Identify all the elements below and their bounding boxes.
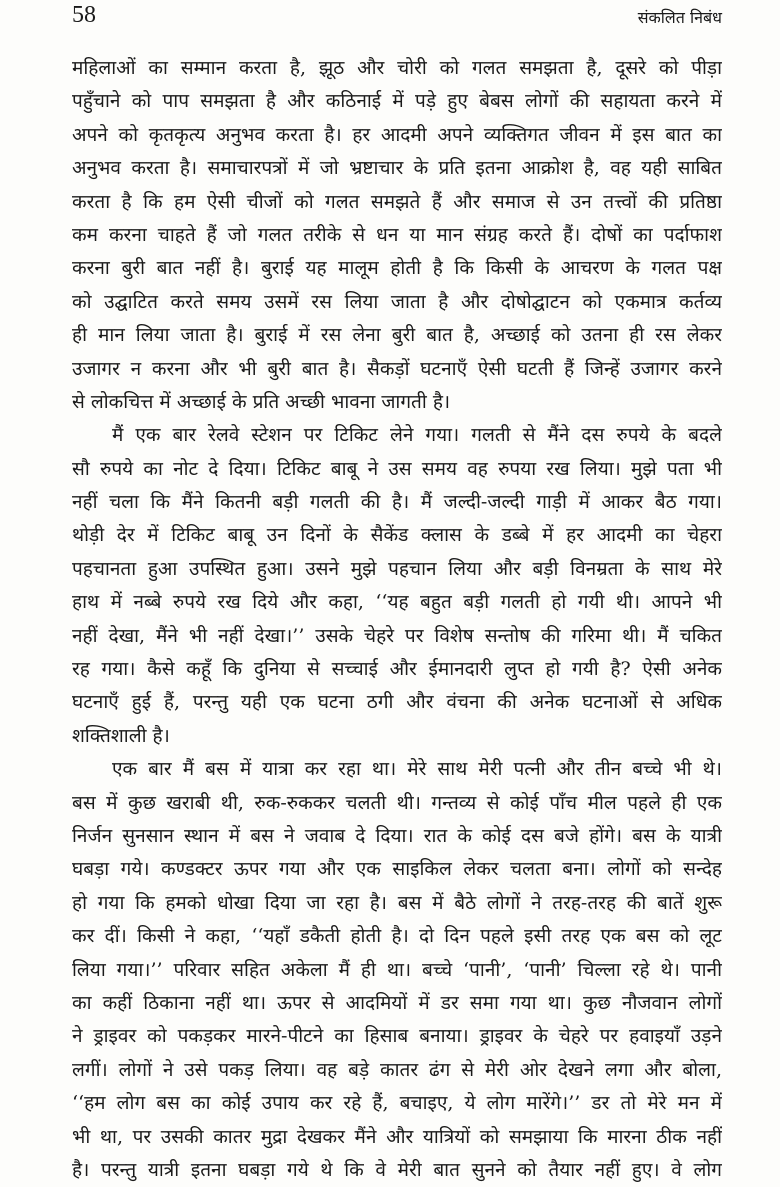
- text-line: नहीं चला कि मैंने कितनी बड़ी गलती की है। मैं जल्दी-जल्दी गाड़ी में आकर बैठ गया।: [72, 491, 722, 514]
- text-line: मैं एक बार रेलवे स्टेशन पर टिकिट लेने गया। गलती से मैंने दस रुपये के बदले: [112, 424, 722, 447]
- text-line: निर्जन सुनसान स्थान में बस ने जवाब दे दिया। रात के कोई दस बजे होंगे। बस के यात्री: [72, 824, 722, 847]
- text-line: करना बुरी बात नहीं है। बुराई यह मालूम होती है कि किसी के आचरण के गलत पक्ष: [72, 257, 722, 280]
- text-line: बस में कुछ खराबी थी, रुक-रुककर चलती थी। गन्तव्य से कोई पाँच मील पहले ही एक: [72, 791, 722, 814]
- text-line: से लोकचित्त में अच्छाई के प्रति अच्छी भावना जागती है।: [72, 390, 451, 413]
- text-line: अनुभव करता है। समाचारपत्रों में जो भ्रष्टाचार के प्रति इतना आक्रोश है, वह यही साबित: [72, 157, 722, 180]
- text-line: लगीं। लोगों ने उसे पकड़ लिया। वह बड़े कातर ढंग से मेरी ओर देखने लगा और बोला,: [72, 1058, 722, 1081]
- page-header: [72, 0, 722, 40]
- text-line: रह गया। कैसे कहूँ कि दुनिया से सच्चाई और ईमानदारी लुप्त हो गयी है? ऐसी अनेक: [72, 658, 722, 681]
- page-body: [72, 52, 722, 1187]
- text-line: ‘‘हम लोग बस का कोई उपाय कर रहे हैं, बचाइए, ये लोग मारेंगे।’’ डर तो मेरे मन में: [72, 1092, 722, 1115]
- text-line: थोड़ी देर में टिकिट बाबू उन दिनों के सैकेंड क्लास के डब्बे में हर आदमी का चेहरा: [72, 524, 722, 547]
- text-line: ने ड्राइवर को पकड़कर मारने-पीटने का हिसाब बनाया। ड्राइवर के चेहरे पर हवाइयाँ उड़ने: [72, 1025, 722, 1048]
- text-line: ही मान लिया जाता है। बुराई में रस लेना बुरी बात है, अच्छाई को उतना ही रस लेकर: [72, 324, 722, 347]
- text-line: हाथ में नब्बे रुपये रख दिये और कहा, ‘‘यह बहुत बड़ी गलती हो गयी थी। आपने भी: [72, 591, 722, 614]
- text-line: घटनाएँ हुई हैं, परन्तु यही एक घटना ठगी और वंचना की अनेक घटनाओं से अधिक: [72, 691, 722, 714]
- text-line: अपने को कृतकृत्य अनुभव करता है। हर आदमी अपने व्यक्तिगत जीवन में इस बात का: [72, 123, 722, 146]
- text-line: एक बार मैं बस में यात्रा कर रहा था। मेरे साथ मेरी पत्नी और तीन बच्चे भी थे।: [112, 758, 722, 781]
- paragraph: [72, 52, 722, 419]
- text-line: कर दीं। किसी ने कहा, ‘‘यहाँ डकैती होती है। दो दिन पहले इसी तरह एक बस को लूट: [72, 925, 722, 948]
- text-line: है। परन्तु यात्री इतना घबड़ा गये थे कि वे मेरी बात सुनने को तैयार नहीं हुए। वे लोग: [72, 1158, 722, 1181]
- text-line: हो गया कि हमको धोखा दिया जा रहा है। बस में बैठे लोगों ने तरह-तरह की बातें शुरू: [72, 891, 722, 914]
- paragraph: [72, 419, 722, 753]
- text-line: को उद्घाटित करते समय उसमें रस लिया जाता है और दोषोद्घाटन को एकमात्र कर्तव्य: [72, 290, 722, 313]
- text-line: भी था, पर उसकी कातर मुद्रा देखकर मैंने और यात्रियों को समझाया कि मारना ठीक नहीं: [72, 1125, 722, 1148]
- text-line: पहचानता हुआ उपस्थित हुआ। उसने मुझे पहचान लिया और बड़ी विनम्रता के साथ मेरे: [72, 557, 722, 580]
- text-line: लिया गया।’’ परिवार सहित अकेला मैं ही था। बच्चे ‘पानी’, ‘पानी’ चिल्ला रहे थे। पानी: [72, 958, 722, 981]
- text-line: करता है कि हम ऐसी चीजों को गलत समझते हैं और समाज से उन तत्त्वों की प्रतिष्ठा: [72, 190, 722, 213]
- text-line: नहीं देखा, मैंने भी नहीं देखा।’’ उसके चेहरे पर विशेष सन्तोष की गरिमा थी। मैं चकित: [72, 624, 722, 647]
- text-line: कम करना चाहते हैं जो गलत तरीके से धन या मान संग्रह करते हैं। दोषों का पर्दाफाश: [72, 223, 722, 246]
- page-number: 58: [72, 2, 96, 28]
- text-line: का कहीं ठिकाना नहीं था। ऊपर से आदमियों में डर समा गया था। कुछ नौजवान लोगों: [72, 991, 722, 1014]
- paragraph: [72, 753, 722, 1187]
- text-line: सौ रुपये का नोट दे दिया। टिकिट बाबू ने उस समय वह रुपया रख लिया। मुझे पता भी: [72, 457, 722, 480]
- text-line: शक्तिशाली है।: [72, 724, 170, 747]
- text-line: उजागर न करना और भी बुरी बात है। सैकड़ों घटनाएँ ऐसी घटती हैं जिन्हें उजागर करने: [72, 357, 722, 380]
- text-line: घबड़ा गये। कण्डक्टर ऊपर गया और एक साइकिल लेकर चलता बना। लोगों को सन्देह: [72, 858, 722, 881]
- text-line: महिलाओं का सम्मान करता है, झूठ और चोरी को गलत समझता है, दूसरे को पीड़ा: [72, 57, 722, 79]
- text-line: पहुँचाने को पाप समझता है और कठिनाई में पड़े हुए बेबस लोगों की सहायता करने में: [72, 90, 722, 113]
- running-title: संकलित निबंध: [637, 8, 722, 27]
